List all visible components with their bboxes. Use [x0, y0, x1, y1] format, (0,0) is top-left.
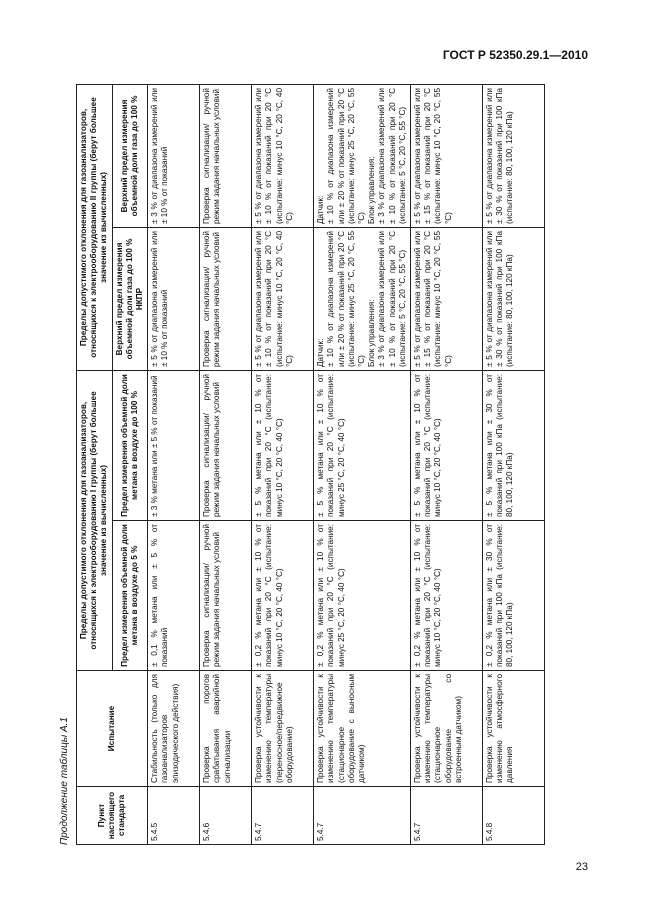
- header-g2a: Верхний предел измерения объемной доли газа до 100 % НКПР: [112, 228, 148, 371]
- header-g1b: Предел измерения объемной доли метана в воздухе до 100 %: [112, 371, 148, 521]
- rotated-table-container: [58, 85, 586, 845]
- cell-g2a: Проверка сигнализации/ ручной режим задания начальных условий: [200, 228, 252, 371]
- cell-g2b: Проверка сигнализации/ ручной режим задания начальных условий: [200, 84, 252, 227]
- cell-test: Проверка устойчивости к изменению температуры (стационарное оборудование с выносным датчиком): [314, 671, 411, 787]
- cell-test: Проверка устойчивости к изменению температуры (переносное/передвижное оборудование): [252, 671, 314, 787]
- cell-g1a: ± 0,2 % метана или ± 10 % от показаний при 20 °С (испытание: минус 10 °С, 20 °С, 40 °С): [252, 521, 314, 671]
- header-test: Испытание: [77, 671, 148, 787]
- table-row: [483, 84, 545, 844]
- cell-line: Блок управления:: [367, 299, 377, 367]
- cell-test: Стабильность (только для газоанализаторов эпизодического действия): [148, 671, 200, 787]
- table-caption: Продолжение таблицы А.1: [59, 717, 70, 845]
- cell-g1b: ± 5 % метана или ± 10 % от показаний при 20 °С (испытание: минус 10 °С, 20 °С, 40 °С): [411, 371, 483, 521]
- page-number: 23: [575, 861, 588, 873]
- cell-g2a: ± 5 % от диапазона измерений или ± 10 % от показаний при 20 °С (испытание: минус 10 °С, 20 °С, 40 °С): [252, 228, 314, 371]
- table-row: [314, 84, 411, 844]
- table-a1: [76, 84, 545, 845]
- cell-line: Датчик:: [316, 338, 326, 367]
- cell-g1a: ± 0,2 % метана или ± 10 % от показаний при 20 °С (испытание: минус 25 °С, 20 °С, 40 °С): [314, 521, 411, 671]
- cell-g2b: ± 5 % от диапазона измерений или ± 30 % от показаний при 100 кПа (испытание: 80, 100, 120 кПа): [483, 84, 545, 227]
- cell-line: Блок управления:: [367, 156, 377, 224]
- cell-g2b: ± 3 % от диапазона измерений или ± 10 % от показаний: [148, 84, 200, 227]
- cell-test: Проверка устойчивости к изменению атмосферного давления: [483, 671, 545, 787]
- cell-test: Проверка порогов срабатывания аварийной сигнализации: [200, 671, 252, 787]
- cell-line: ± 3 % от диапазона измерений или ± 10 % от показаний при 20 °С (испытание: 5 °С, 20 °С, 55 °С): [377, 87, 407, 224]
- header-group1: Пределы допустимого отклонения для газоанализаторов, относящихся к электрооборудованию I группы (берут большее значение из вычисленных): [77, 371, 113, 671]
- cell-g1b: ± 3 % метана или ± 5 % от показаний: [148, 371, 200, 521]
- cell-g1a: ± 0,2 % метана или ± 30 % от показаний при 100 кПа (испытание: 80, 100, 120 кПа): [483, 521, 545, 671]
- cell-g2b: ± 5 % от диапазона измерений или ± 10 % от показаний при 20 °С (испытание: минус 10 °С, 20 °С, 40 °С): [252, 84, 314, 227]
- cell-line: ± 10 % от диапазона измерений или ± 20 % от показаний при 20 °С (испытание: минус 25 °С, 20 °С, 55 °С): [326, 87, 367, 224]
- cell-g1b: ± 5 % метана или ± 10 % от показаний при 20 °С (испытание: минус 10 °С, 20 °С, 40 °С): [252, 371, 314, 521]
- cell-g2a: [314, 228, 411, 371]
- header-clause: Пункт настоящего стандарта: [77, 787, 148, 845]
- cell-clause: 5.4.8: [483, 787, 545, 845]
- header-g1a: Предел измерения объемной доли метана в воздухе до 5 %: [112, 521, 148, 671]
- cell-g1a: Проверка сигнализации/ ручной режим задания начальных условий: [200, 521, 252, 671]
- header-group2: Пределы допустимого отклонения для газоанализаторов, относящихся к электрооборудованию II группы (берут большее значение из вычисленных): [77, 84, 113, 370]
- cell-clause: 5.4.6: [200, 787, 252, 845]
- cell-test: Проверка устойчивости к изменению температуры (стационарное оборудование со встроенным датчиком): [411, 671, 483, 787]
- table-row: [148, 84, 200, 844]
- cell-g2b: [314, 84, 411, 227]
- table-row: [411, 84, 483, 844]
- document-header: ГОСТ Р 52350.29.1—2010: [442, 48, 588, 62]
- table-row: [200, 84, 252, 844]
- header-g2b: Верхний предел измерения объемной доли газа до 100 %: [112, 84, 148, 227]
- cell-clause: 5.4.7: [411, 787, 483, 845]
- cell-g2a: ± 5 % от диапазона измерений или ± 10 % от показаний: [148, 228, 200, 371]
- table-row: [252, 84, 314, 844]
- cell-g1b: ± 5 % метана или ± 30 % от показаний при 100 кПа (испытание: 80, 100, 120 кПа): [483, 371, 545, 521]
- cell-line: Датчик:: [316, 195, 326, 224]
- cell-clause: 5.4.5: [148, 787, 200, 845]
- cell-line: ± 3 % от диапазона измерений или ± 10 % от показаний при 20 °С (испытание: 5 °С, 20 °С, 55 °С): [377, 231, 407, 367]
- cell-line: ± 10 % от диапазона измерений или ± 20 % от показаний при 20 °С (испытание: минус 25 °С, 20 °С, 55 °С): [326, 231, 367, 367]
- cell-g2b: ± 5 % от диапазона измерений или ± 15 % от показаний при 20 °С (испытание: минус 10 °С, 20 °С, 55 °С): [411, 84, 483, 227]
- cell-g2a: ± 5 % от диапазона измерений или ± 30 % от показаний при 100 кПа (испытание: 80, 100, 120 кПа): [483, 228, 545, 371]
- cell-clause: 5.4.7: [252, 787, 314, 845]
- cell-g1b: Проверка сигнализации/ ручной режим задания начальных условий: [200, 371, 252, 521]
- cell-g1a: ± 0,1 % метана или ± 5 % от показаний: [148, 521, 200, 671]
- cell-g1a: ± 0,2 % метана или ± 10 % от показаний при 20 °С (испытание: минус 10 °С, 20 °С, 40 °С): [411, 521, 483, 671]
- cell-g1b: ± 5 % метана или ± 10 % от показаний при 20 °С (испытание: минус 25 °С, 20 °С, 40 °С): [314, 371, 411, 521]
- cell-clause: 5.4.7: [314, 787, 411, 845]
- cell-g2a: ± 5 % от диапазона измерений или ± 15 % от показаний при 20 °С (испытание: минус 10 °С, 20 °С, 55 °С): [411, 228, 483, 371]
